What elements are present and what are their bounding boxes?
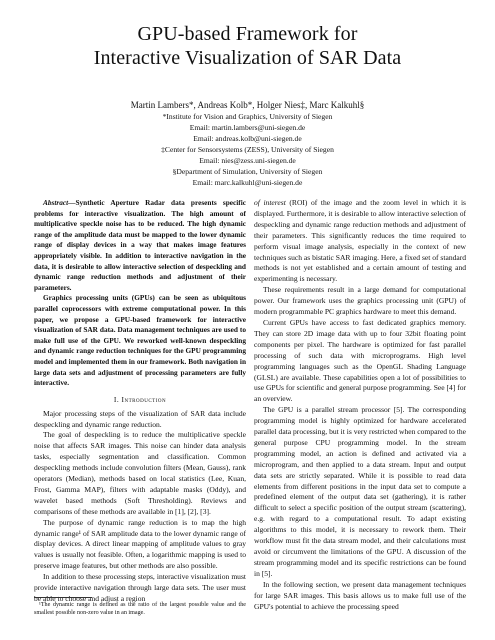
body-paragraph: The purpose of dynamic range reduction is to map the high dynamic range¹ of SAR amplitude data to the lower dynamic range of display devices. A direct linear mapping of amplitude values to gray values is usually not feasible. Often, a logarithmic mapping is used to preserve image features, but other methods are also possible. — [34, 517, 246, 571]
affiliation-line: Email: marc.kalkuhl@uni-siegen.de — [192, 178, 303, 187]
affiliation-line: Email: andreas.kolb@uni-siegen.de — [193, 134, 302, 143]
left-column — [34, 198, 246, 605]
body-paragraph: Major processing steps of the visualization of SAR data include despeckling and dynamic range reduction. — [34, 408, 246, 429]
abstract — [34, 198, 246, 389]
title-line-1: GPU-based Framework for — [137, 23, 358, 45]
affiliations — [0, 111, 495, 188]
body-paragraph: In addition to these processing steps, interactive visualization must provide interactive navigation through large data sets. The user must be able to choose and adjust a region — [34, 572, 246, 603]
abstract-text: —Synthetic Aperture Radar data presents specific problems for interactive visualization. The high amount of multiplicative speckle noise has to be reduced. The high dynamic range of the amplitude data must be mapped to the lower dynamic range of display devices in a way that makes image features appropriately visible. In addition to interactive navigation in the data, it is desirable to allow interactive selection of despeckling and dynamic range reduction methods and adjustment of their parameters. — [34, 198, 246, 292]
right-column — [254, 198, 466, 612]
footnote — [34, 601, 246, 617]
affiliation-line: ‡Center for Sensorsystems (ZESS), University of Siegen — [161, 145, 334, 154]
body-paragraph: In the following section, we present data management techniques for large SAR images. This basis allows us to make full use of the GPU's potential to achieve the processing speed — [254, 579, 466, 611]
body-text: (ROI) of the image and the zoom level in which it is displayed. Furthermore, it is desirable to allow interactive selection of despeckling and dynamic range reduction methods and adjustment of their parameters. This significantly reduces the time required to perform visual image analysis, especially in the context of new techniques such as bistatic SAR imaging. Here, a fixed set of standard methods is not yet established and a certain amount of testing and experimenting is necessary. — [254, 198, 466, 284]
emphasis-text: of interest — [254, 198, 286, 207]
author-list: Martin Lambers*, Andreas Kolb*, Holger Nies‡, Marc Kalkuhl§ — [130, 100, 365, 110]
title-line-2: Interactive Visualization of SAR Data — [93, 47, 402, 69]
body-paragraph — [254, 198, 466, 285]
affiliation-line: Email: nies@zess.uni-siegen.de — [199, 156, 296, 165]
abstract-paragraph: Graphics processing units (GPUs) can be seen as ubiquitous parallel coprocessors with extreme computational power. In this paper, we propose a GPU-based framework for interactive visualization of SAR data. Data management techniques are used to make full use of the GPU. We reworked well-known despeckling and dynamic range reduction techniques for the GPU programming model and implemented them in our framework. Both navigation in large data sets and adjustment of processing parameters are fully interactive. — [34, 293, 246, 388]
body-paragraph: The goal of despeckling is to reduce the multiplicative speckle noise that affects SAR images. This noise can hinder data analysis tasks, especially segmentation and classification. Common despeckling methods include convolution filters (Mean, Gauss), rank operators (Median), methods based on local statistics (Lee, Kuan, Frost, Gamma MAP), filters with adaptable masks (Oddy), and wavelet based methods (Soft Thresholding). Reviews and comparisons of these methods are available in [1], [2], [3]. — [34, 430, 246, 516]
body-paragraph: Current GPUs have access to fast dedicated graphics memory. They can store 2D image data with up to four 32bit floating point components per pixel. The hardware is optimized for fast parallel processing of such data with microprograms. High level programming languages such as the OpenGL Shading Language (GLSL) are available. These capabilities open a lot of possibilities to use GPUs for scientific and general purpose programming. See [4] for an overview. — [254, 317, 466, 404]
affiliation-line: Email: martin.lambers@uni-siegen.de — [189, 123, 306, 132]
affiliation-line: *Institute for Vision and Graphics, University of Siegen — [162, 112, 333, 121]
body-paragraph: The GPU is a parallel stream processor [5]. The corresponding programming model is highly optimized for hardware accelerated parallel data processing, but it is very restricted when compared to the general purpose CPU programming model. In the stream programming model, an action is defined and activated via a microprogram, and then applied to a data stream. Input and output data sets are strictly separated. While it is possible to read data elements from different positions in the input data set to compute a predefined element of the output data set (gathering), it is rather difficult to select a specific position of the output stream (scattering), e.g. with regard to a computational result. To adapt existing algorithms to this model, it is necessary to rework them. Their workflow must fit the data stream model, and their calculations must avoid or circumvent the limitations of the GPU. A discussion of the stream programming model and its specific restrictions can be found in [5]. — [254, 405, 466, 578]
affiliation-line: §Department of Simulation, University of Siegen — [172, 167, 323, 176]
body-paragraph: These requirements result in a large demand for computational power. Our framework uses the graphics processing unit (GPU) of modern programmable PC graphics hardware to meet this demand. — [254, 285, 466, 317]
footnote-text: ¹The dynamic range is defined as the ratio of the largest possible value and the smallest possible non-zero value in an image. — [34, 602, 246, 617]
abstract-label: Abstract — [43, 198, 69, 207]
footnote-rule — [34, 597, 92, 598]
abstract-paragraph — [34, 198, 246, 293]
section-heading: I. Introduction — [113, 394, 167, 404]
paper-title — [0, 22, 495, 70]
